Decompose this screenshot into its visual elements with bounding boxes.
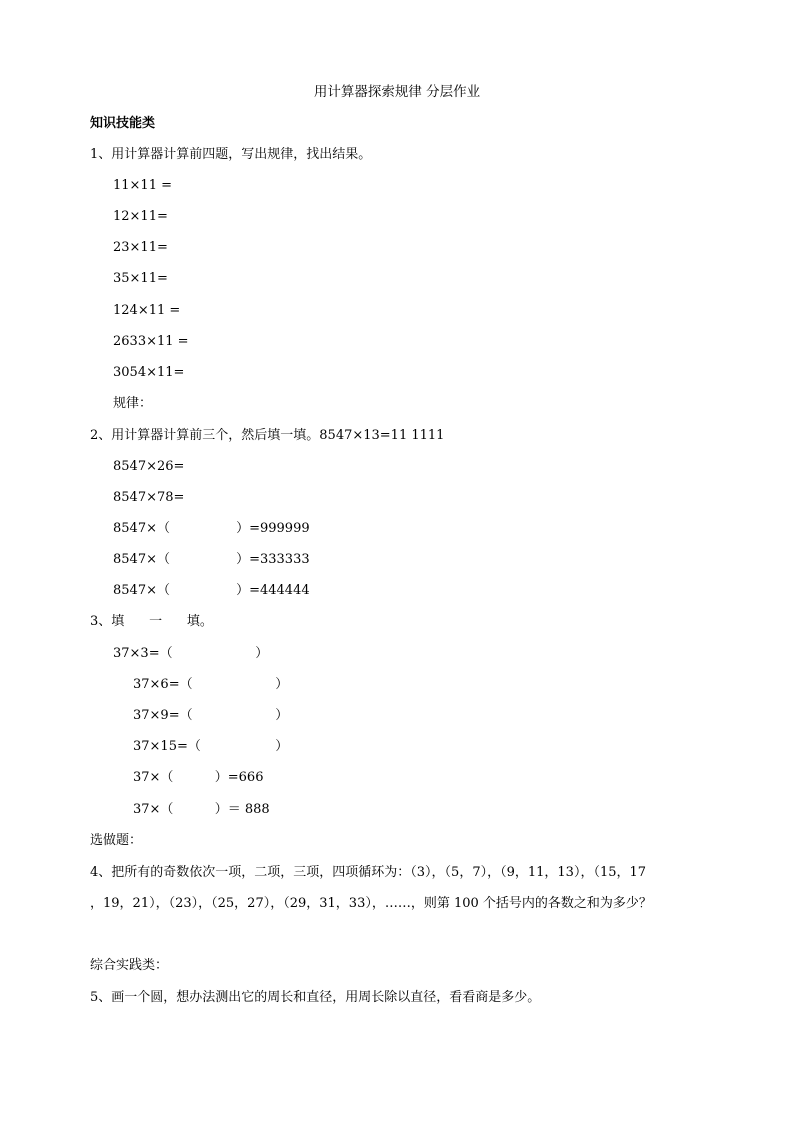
question-5-stem: 5、画一个圆，想办法测出它的周长和直径，用周长除以直径，看看商是多少。 xyxy=(90,990,541,1005)
question-1-item: 3054×11= xyxy=(113,365,185,380)
question-3-item: 37×3=（ ） xyxy=(113,646,269,661)
question-3-item: 37×9=（ ） xyxy=(133,708,289,723)
question-1-item: 35×11= xyxy=(113,271,168,286)
question-2-item: 8547×（ ）=999999 xyxy=(113,521,310,536)
section-heading-practice: 综合实践类： xyxy=(90,958,169,973)
question-2-item: 8547×78= xyxy=(113,490,185,505)
question-3-item: 37×（ ）=666 xyxy=(133,770,264,785)
question-1-item: 12×11= xyxy=(113,209,168,224)
question-1-item: 11×11 = xyxy=(113,178,173,193)
question-2-item: 8547×（ ）=333333 xyxy=(113,552,310,567)
question-1-stem: 1、用计算器计算前四题，写出规律，找出结果。 xyxy=(90,147,372,162)
section-heading-optional: 选做题： xyxy=(90,833,143,848)
question-3-item: 37×（ ）＝ 888 xyxy=(133,802,270,817)
question-1-item: 124×11 = xyxy=(113,303,181,318)
question-1-rule-label: 规律： xyxy=(113,396,153,411)
question-4-line-1: 4、把所有的奇数依次一项，二项，三项，四项循环为：（3），（5，7），（9，11，13），（15，17 xyxy=(90,865,647,880)
page-title: 用计算器探索规律 分层作业 xyxy=(313,84,481,100)
question-3-stem: 3、填 一 填。 xyxy=(90,614,213,629)
question-1-item: 2633×11 = xyxy=(113,334,189,349)
section-heading-knowledge-skills: 知识技能类 xyxy=(90,116,156,131)
question-2-stem: 2、用计算器计算前三个，然后填一填。8547×13=11 1111 xyxy=(90,428,445,443)
question-4-line-2: ，19，21），（23），（25，27），（29，31，33），……，则第 100 个括号内的各数之和为多少？ xyxy=(90,896,652,911)
question-3-item: 37×15=（ ） xyxy=(133,739,289,754)
question-2-item: 8547×26= xyxy=(113,459,185,474)
question-3-item: 37×6=（ ） xyxy=(133,677,289,692)
question-2-item: 8547×（ ）=444444 xyxy=(113,583,310,598)
question-1-item: 23×11= xyxy=(113,240,168,255)
